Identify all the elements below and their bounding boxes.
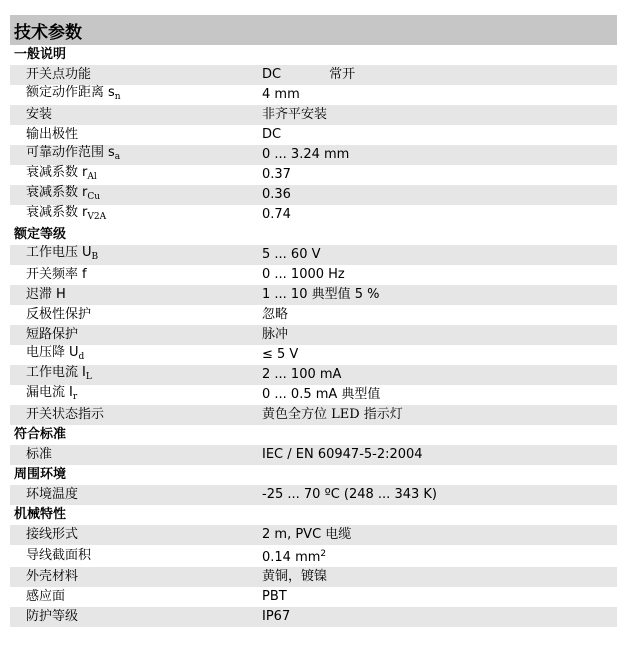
row-value: IP67: [262, 609, 291, 624]
table-row: [10, 185, 617, 205]
row-value: 0 ... 3.24 mm: [262, 147, 350, 162]
label-text: 衰减系数: [26, 185, 79, 200]
row-value: 2 m, PVC 电缆: [262, 527, 352, 542]
row-value: DC: [262, 127, 282, 142]
row-label: 安装: [26, 107, 53, 122]
symbol: I: [69, 385, 73, 400]
superscript: 2: [320, 549, 327, 559]
row-label: 接线形式: [26, 527, 79, 542]
row-value: [260, 65, 617, 85]
row-value: 0.36: [262, 187, 291, 202]
label-text: 迟滞: [26, 287, 53, 302]
row-label: [10, 203, 260, 227]
row-label: 短路保护: [26, 327, 79, 342]
table-row: [10, 285, 617, 305]
subscript: r: [72, 392, 78, 402]
row-value: ≤ 5 V: [262, 347, 299, 362]
symbol: r: [82, 185, 88, 200]
title-text: 技术参数: [14, 22, 82, 43]
label-text: 开关频率: [26, 267, 79, 282]
subscript: n: [114, 92, 121, 102]
section-heading-ambient: 周围环境: [14, 467, 67, 482]
table-row: [10, 85, 617, 105]
table-row: [10, 345, 617, 365]
row-value: [260, 544, 617, 568]
section-heading-standards: 符合标准: [14, 427, 67, 442]
table-row: [10, 245, 617, 265]
subscript: Al: [87, 172, 97, 182]
row-value: PBT: [262, 589, 287, 604]
table-row: [10, 607, 617, 627]
subscript: B: [91, 252, 99, 262]
row-value: 0.37: [262, 167, 291, 182]
symbol: U: [69, 345, 79, 360]
subscript: Cu: [87, 192, 101, 202]
row-value: 黄色全方位 LED 指示灯: [262, 407, 403, 422]
table-row: [10, 165, 617, 185]
row-label: 标准: [26, 447, 53, 462]
subscript: d: [78, 352, 85, 362]
table-row: [10, 205, 617, 225]
table-row: [10, 365, 617, 385]
symbol: H: [56, 287, 66, 302]
table-row: [10, 587, 617, 607]
label-text: 额定动作距离: [26, 85, 105, 100]
value-part: 常开: [329, 67, 356, 82]
value-part: DC: [262, 67, 282, 82]
row-value: 非齐平安装: [262, 107, 328, 122]
row-label: 外壳材料: [26, 569, 79, 584]
table-row: [10, 525, 617, 545]
table-row: [10, 105, 617, 125]
row-label: [10, 265, 260, 285]
table-row: [10, 385, 617, 405]
row-label: [10, 83, 260, 107]
subscript: a: [114, 152, 121, 162]
label-text: 可靠动作范围: [26, 145, 105, 160]
row-label: 防护等级: [26, 609, 79, 624]
row-label: 开关点功能: [26, 67, 92, 82]
label-text: 电压降: [26, 345, 66, 360]
table-row: [10, 445, 617, 465]
section-heading-mechanical: 机械特性: [14, 507, 67, 522]
table-row: [10, 485, 617, 505]
label-text: 工作电压: [26, 245, 79, 260]
row-value: 2 ... 100 mA: [262, 367, 342, 382]
row-value: 0 ... 0.5 mA 典型值: [262, 387, 381, 402]
label-text: 漏电流: [26, 385, 66, 400]
row-label: 导线截面积: [26, 548, 92, 563]
label-text: 衰减系数: [26, 205, 79, 220]
row-value: IEC / EN 60947-5-2:2004: [262, 447, 423, 462]
row-value: 0 ... 1000 Hz: [262, 267, 345, 282]
row-value: 忽略: [262, 307, 289, 322]
row-value: -25 ... 70 ºC (248 ... 343 K): [262, 487, 437, 502]
symbol: r: [82, 165, 88, 180]
symbol: I: [82, 365, 86, 380]
table-row: [10, 305, 617, 325]
symbol: f: [82, 267, 87, 282]
row-label: 环境温度: [26, 487, 79, 502]
table-row: [10, 145, 617, 165]
subscript: V2A: [87, 212, 107, 222]
page-title: [10, 15, 617, 45]
symbol: U: [82, 245, 92, 260]
row-value: 5 ... 60 V: [262, 247, 321, 262]
table-row: [10, 567, 617, 587]
row-label: [10, 243, 260, 267]
section-heading-general: 一般说明: [14, 47, 67, 62]
row-label: [10, 285, 260, 305]
label-text: 工作电流: [26, 365, 79, 380]
row-label: 感应面: [26, 589, 66, 604]
row-label: [10, 383, 260, 407]
row-value: 1 ... 10 典型值 5 %: [262, 287, 380, 302]
table-row: [10, 125, 617, 145]
table-row: [10, 65, 617, 85]
label-text: 衰减系数: [26, 165, 79, 180]
row-label: 开关状态指示: [26, 407, 105, 422]
row-value: 0.74: [262, 207, 291, 222]
symbol: s: [108, 145, 115, 160]
value-text: 0.14 mm: [262, 550, 321, 565]
symbol: s: [108, 85, 115, 100]
table-row: [10, 265, 617, 285]
table-row: [10, 545, 617, 567]
row-value: 脉冲: [262, 327, 289, 342]
table-row: [10, 325, 617, 345]
row-label: 输出极性: [26, 127, 79, 142]
row-value: 黄铜，镀镍: [262, 569, 328, 584]
row-value: 4 mm: [262, 87, 300, 102]
row-label: 反极性保护: [26, 307, 92, 322]
symbol: r: [82, 205, 88, 220]
section-heading-ratings: 额定等级: [14, 227, 67, 242]
subscript: L: [85, 372, 92, 382]
table-row: [10, 405, 617, 425]
